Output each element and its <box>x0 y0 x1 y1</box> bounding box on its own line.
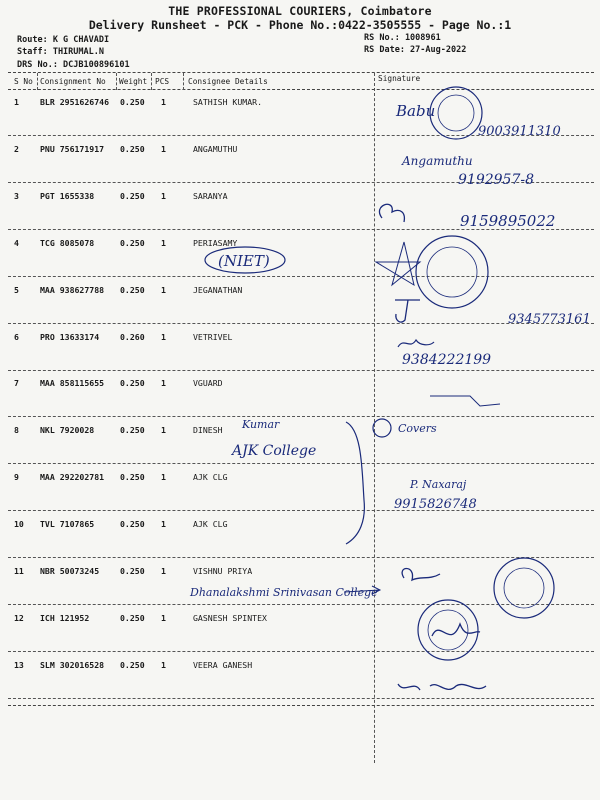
col-weight: Weight <box>119 77 148 86</box>
signature-2: Angamuthu <box>402 154 473 168</box>
pcs-cell: 1 <box>161 659 166 670</box>
consignment-cell: NBR 50073245 <box>40 566 100 576</box>
header-divider-top <box>8 72 594 73</box>
row-divider <box>8 229 594 230</box>
company-title: THE PROFESSIONAL COURIERS, Coimbatore <box>168 4 432 18</box>
weight-cell: 0.250 <box>120 237 145 248</box>
weight-cell: 0.250 <box>120 143 145 154</box>
table-row <box>0 566 600 616</box>
signature-8: Covers <box>398 422 437 435</box>
sno-cell: 10 <box>14 519 24 530</box>
consignee-cell: DINESH <box>193 425 223 436</box>
col-consignment: Consignment No <box>40 77 106 86</box>
table-row <box>0 660 600 710</box>
row-divider <box>8 651 594 652</box>
table-row <box>0 285 600 335</box>
rs-no-label: RS No.: 1008961 <box>364 33 441 43</box>
consignee-cell: PERIASAMY <box>193 237 238 248</box>
table-row <box>0 613 600 663</box>
row-divider <box>8 135 594 136</box>
consignee-cell: AJK CLG <box>193 472 228 483</box>
sno-cell: 5 <box>14 284 19 295</box>
row-divider <box>8 557 594 558</box>
weight-cell: 0.250 <box>120 97 145 107</box>
table-row <box>0 238 600 288</box>
phone-2: 9192957-8 <box>458 172 534 188</box>
weight-cell: 0.250 <box>120 284 145 295</box>
consignee-cell: ANGAMUTHU <box>193 143 238 154</box>
consignee-cell: VEERA GANESH <box>193 659 253 670</box>
niet-note: (NIET) <box>218 252 270 270</box>
consignment-cell: PNU 756171917 <box>40 143 105 154</box>
row-divider <box>8 182 594 183</box>
table-end-divider <box>8 705 594 706</box>
pcs-cell: 1 <box>161 143 166 154</box>
table-row <box>0 332 600 382</box>
sno-cell: 13 <box>14 659 24 670</box>
signature-1: Babu <box>396 102 436 120</box>
pcs-cell: 1 <box>161 284 166 295</box>
divider-consignment <box>116 73 117 90</box>
col-signature: Signature <box>378 74 421 83</box>
row-divider <box>8 276 594 277</box>
consignment-cell: SLM 302016528 <box>40 659 105 670</box>
consignee-cell: SATHISH KUMAR. <box>193 97 263 107</box>
pcs-cell: 1 <box>161 472 166 483</box>
row-divider <box>8 604 594 605</box>
table-row <box>0 472 600 522</box>
route-label: Route: K G CHAVADI <box>17 35 110 45</box>
pcs-cell: 1 <box>161 190 166 201</box>
sno-cell: 4 <box>14 237 19 248</box>
sno-cell: 7 <box>14 378 19 389</box>
col-consignee: Consignee Details <box>188 77 268 86</box>
runsheet-title: Delivery Runsheet - PCK - Phone No.:0422-3505555 - Page No.:1 <box>88 18 512 32</box>
table-row <box>0 191 600 241</box>
col-sno: S No <box>14 77 33 86</box>
phone-5: 9345773161 <box>508 312 591 327</box>
consignment-cell: PGT 1655338 <box>40 190 95 201</box>
consignment-cell: ICH 121952 <box>40 612 90 623</box>
signature-9: P. Naxaraj <box>410 478 467 491</box>
row-divider <box>8 510 594 511</box>
row-divider <box>8 323 594 324</box>
weight-cell: 0.250 <box>120 472 145 483</box>
pcs-cell: 1 <box>161 97 166 107</box>
consignee-cell: VGUARD <box>193 378 223 389</box>
weight-cell: 0.250 <box>120 659 145 670</box>
consignee-cell: AJK CLG <box>193 519 228 530</box>
col-pcs: PCS <box>155 77 170 86</box>
consignment-cell: MAA 858115655 <box>40 378 105 389</box>
sno-cell: 9 <box>14 472 19 483</box>
row-divider <box>8 416 594 417</box>
drs-label: DRS No.: DCJB100896101 <box>17 60 130 70</box>
pcs-cell: 1 <box>161 331 166 342</box>
consignment-cell: MAA 292202781 <box>40 472 105 483</box>
table-row <box>0 425 600 475</box>
consignment-cell: BLR 2951626746 <box>40 97 110 107</box>
weight-cell: 0.250 <box>120 425 145 436</box>
header-divider-bottom <box>8 89 594 90</box>
row-divider <box>8 370 594 371</box>
rs-date-label: RS Date: 27-Aug-2022 <box>364 45 467 55</box>
row-divider <box>8 698 594 699</box>
consignment-cell: NKL 7920028 <box>40 425 95 436</box>
consignee-cell: GASNESH SPINTEX <box>193 612 267 623</box>
phone-6: 9384222199 <box>402 352 492 368</box>
sno-cell: 11 <box>14 566 24 576</box>
weight-cell: 0.250 <box>120 519 145 530</box>
pcs-cell: 1 <box>161 566 166 576</box>
phone-9: 9915826748 <box>394 497 477 512</box>
pcs-cell: 1 <box>161 519 166 530</box>
ajk-college-note: AJK College <box>232 443 317 459</box>
sno-cell: 3 <box>14 190 19 201</box>
consignment-cell: TCG 8085078 <box>40 237 95 248</box>
dinesh-kumar-note: Kumar <box>242 418 280 431</box>
consignee-cell: VISHNU PRIYA <box>193 566 253 576</box>
consignee-cell: VETRIVEL <box>193 331 233 342</box>
table-row <box>0 144 600 194</box>
table-row <box>0 519 600 569</box>
pcs-cell: 1 <box>161 237 166 248</box>
sno-cell: 8 <box>14 425 19 436</box>
consignment-cell: MAA 938627788 <box>40 284 105 295</box>
divider-sno <box>37 73 38 90</box>
phone-1: 9003911310 <box>478 124 561 139</box>
consignment-cell: TVL 7107865 <box>40 519 95 530</box>
dhanalakshmi-note: Dhanalakshmi Srinivasan College <box>190 586 378 599</box>
row-divider <box>8 463 594 464</box>
divider-pcs <box>183 73 184 90</box>
pcs-cell: 1 <box>161 425 166 436</box>
weight-cell: 0.250 <box>120 612 145 623</box>
consignee-cell: JEGANATHAN <box>193 284 243 295</box>
weight-cell: 0.260 <box>120 331 145 342</box>
sno-cell: 2 <box>14 143 19 154</box>
consignee-cell: SARANYA <box>193 190 228 201</box>
pcs-cell: 1 <box>161 612 166 623</box>
sno-cell: 6 <box>14 331 19 342</box>
staff-label: Staff: THIRUMAL.N <box>17 47 104 57</box>
table-row <box>0 97 600 147</box>
sno-cell: 1 <box>14 97 19 107</box>
weight-cell: 0.250 <box>120 378 145 389</box>
consignment-cell: PRO 13633174 <box>40 331 100 342</box>
divider-weight <box>151 73 152 90</box>
sno-cell: 12 <box>14 612 24 623</box>
pcs-cell: 1 <box>161 378 166 389</box>
weight-cell: 0.250 <box>120 566 145 576</box>
phone-3: 9159895022 <box>460 212 556 230</box>
table-row <box>0 378 600 428</box>
weight-cell: 0.250 <box>120 190 145 201</box>
